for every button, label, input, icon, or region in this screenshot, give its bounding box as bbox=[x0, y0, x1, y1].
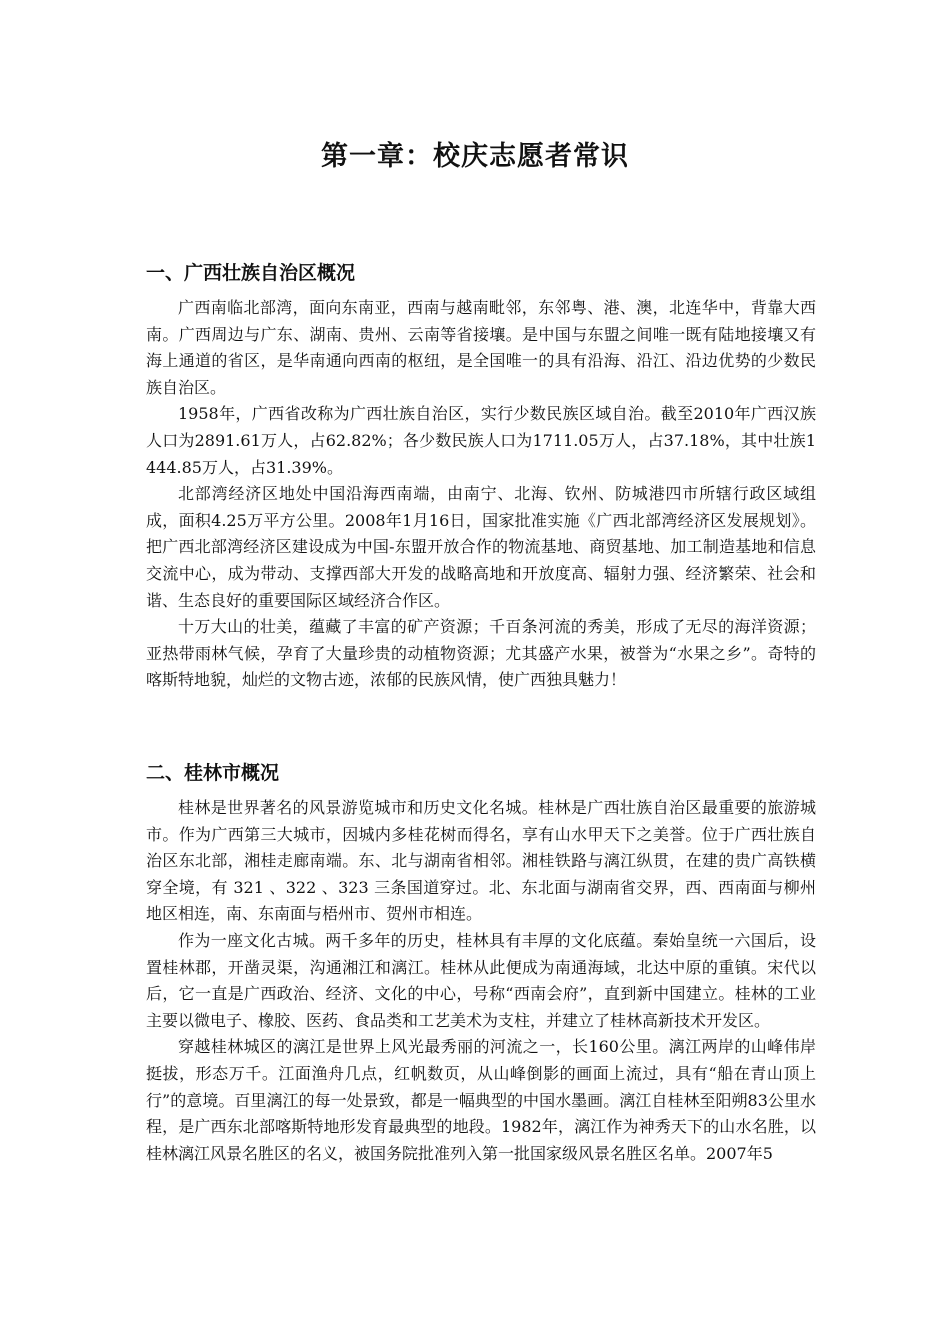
paragraph: 北部湾经济区地处中国沿海西南端，由南宁、北海、钦州、防城港四市所辖行政区域组成，面积4.25万平方公里。2008年1月16日，国家批准实施《广西北部湾经济区发展规划》。把广西北部湾经济区建设成为中国-东盟开放合作的物流基地、商贸基地、加工制造基地和信息交流中心，成为带动、支撑西部大开发的战略高地和开放度高、辐射力强、经济繁荣、社会和谐、生态良好的重要国际区域经济合作区。 bbox=[146, 484, 816, 610]
section-guilin-overview bbox=[146, 760, 816, 1167]
paragraph: 穿越桂林城区的漓江是世界上风光最秀丽的河流之一，长160公里。漓江两岸的山峰伟岸挺拔，形态万千。江面渔舟几点，红帆数页，从山峰倒影的画面上流过，具有“船在青山顶上行”的意境。百里漓江的每一处景致，都是一幅典型的中国水墨画。漓江自桂林至阳朔83公里水程，是广西东北部喀斯特地形发育最典型的地段。1982年，漓江作为神秀天下的山水名胜，以桂林漓江风景名胜区的名义，被国务院批准列入第一批国家级风景名胜区名单。2007年5 bbox=[146, 1037, 816, 1163]
section-guangxi-overview bbox=[146, 260, 816, 694]
paragraph: 广西南临北部湾，面向东南亚，西南与越南毗邻，东邻粤、港、澳，北连华中，背靠大西南。广西周边与广东、湖南、贵州、云南等省接壤。是中国与东盟之间唯一既有陆地接壤又有海上通道的省区，是华南通向西南的枢纽，是全国唯一的具有沿海、沿江、沿边优势的少数民族自治区。 bbox=[146, 298, 816, 397]
section-heading: 一、广西壮族自治区概况 bbox=[146, 262, 356, 284]
paragraph: 1958年，广西省改称为广西壮族自治区，实行少数民族区域自治。截至2010年广西汉族人口为2891.61万人，占62.82%；各少数民族人口为1711.05万人，占37.18%，其中壮族1444.85万人，占31.39%。 bbox=[146, 404, 816, 477]
chapter-title: 第一章：校庆志愿者常识 bbox=[321, 141, 629, 172]
section-heading: 二、桂林市概况 bbox=[146, 762, 280, 784]
paragraph: 十万大山的壮美，蕴藏了丰富的矿产资源；千百条河流的秀美，形成了无尽的海洋资源；亚热带雨林气候，孕育了大量珍贵的动植物资源；尤其盛产水果，被誉为“水果之乡”。奇特的喀斯特地貌，灿烂的文物古迹，浓郁的民族风情，使广西独具魅力！ bbox=[146, 617, 816, 690]
paragraph: 桂林是世界著名的风景游览城市和历史文化名城。桂林是广西壮族自治区最重要的旅游城市。作为广西第三大城市，因城内多桂花树而得名，享有山水甲天下之美誉。位于广西壮族自治区东北部，湘桂走廊南端。东、北与湖南省相邻。湘桂铁路与漓江纵贯，在建的贵广高铁横穿全境，有 321 、322 、323 三条国道穿过。北、东北面与湖南省交界，西、西南面与柳州地区相连，南、东南面与梧州市、贺州市相连。 bbox=[146, 798, 816, 924]
paragraph: 作为一座文化古城。两千多年的历史，桂林具有丰厚的文化底蕴。秦始皇统一六国后，设置桂林郡，开凿灵渠，沟通湘江和漓江。桂林从此便成为南通海域，北达中原的重镇。宋代以后，它一直是广西政治、经济、文化的中心，号称“西南会府”，直到新中国建立。桂林的工业主要以微电子、橡胶、医药、食品类和工艺美术为支柱，并建立了桂林高新技术开发区。 bbox=[146, 930, 816, 1030]
